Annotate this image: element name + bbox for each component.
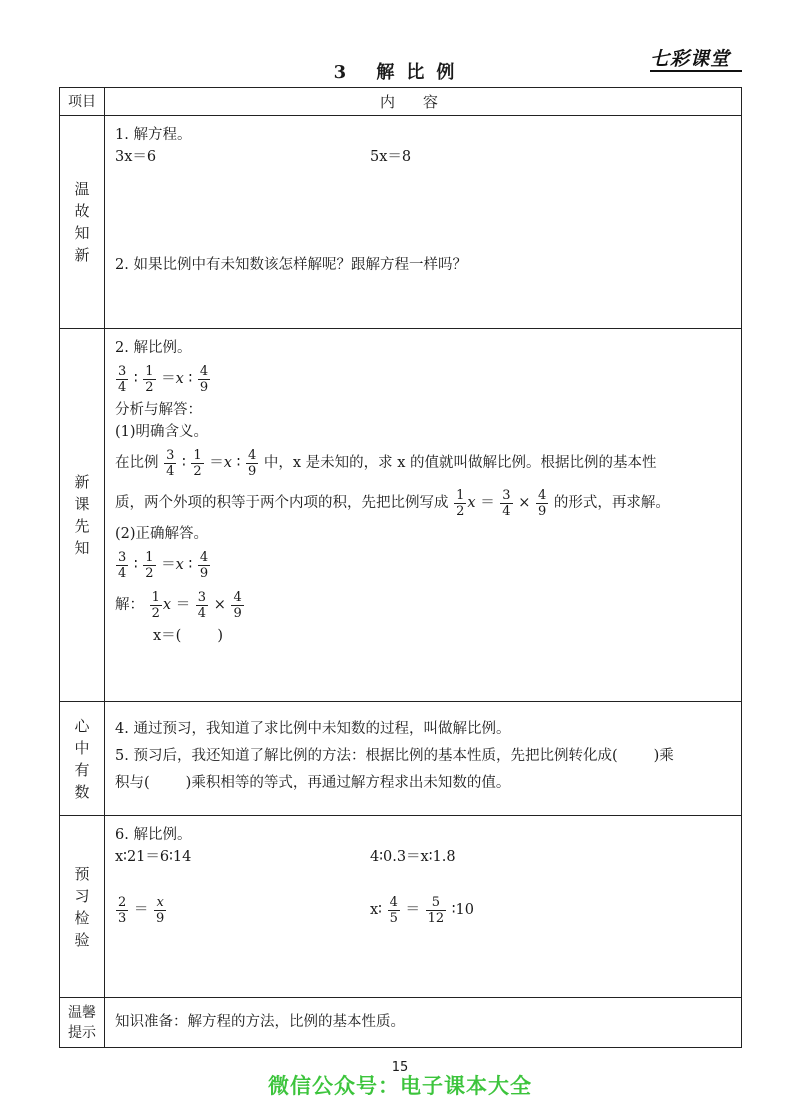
step-1: (1)明确含义。: [115, 424, 209, 440]
problem-4: x∶ $\frac{4}{5}$ ＝ $\frac{5}{12}$ ∶10: [370, 894, 474, 926]
question-2: 2. 如果比例中有未知数该怎样解呢？跟解方程一样吗？: [115, 257, 467, 273]
proportion-2: $\frac{3}{4}$ ∶ $\frac{1}{2}$ ＝x ∶ $\frac{4}{9}$: [118, 549, 209, 581]
question-1: 1. 解方程。: [115, 127, 192, 143]
page-title: 3 解比例: [333, 62, 467, 83]
proportion-1: $\frac{3}{4}$ ∶ $\frac{1}{2}$ ＝x ∶ $\frac{4}{9}$: [118, 363, 209, 395]
header-item: 项目: [60, 88, 105, 116]
brand-logo: 七彩课堂: [650, 44, 742, 72]
section-label-tishi: 温馨提示: [60, 998, 105, 1048]
explanation-line-1: 在比例 $\frac{3}{4}$ ∶ $\frac{1}{2}$ ＝x ∶ $\frac{4}{9}$ 中，x 是未知的，求 x 的值就叫做解比例。根据比例的基本性: [115, 447, 657, 479]
problem-1: x∶21＝6∶14: [115, 849, 192, 865]
section-xinke: [105, 329, 742, 702]
analysis-label: 分析与解答：: [115, 402, 202, 418]
watermark-text: 微信公众号：电子课本大全: [268, 1074, 532, 1098]
statement-5: 5. 预习后，我还知道了解比例的方法：根据比例的基本性质，先把比例转化成( )乘: [115, 748, 674, 764]
section-yuxi: [105, 816, 742, 998]
yuxi-question: 6. 解比例。: [115, 827, 192, 843]
section-label-xinzhong: 心中有数: [60, 702, 105, 816]
statement-4: 4. 通过预习，我知道了求比例中未知数的过程，叫做解比例。: [115, 721, 511, 737]
problem-2: 4∶0.3＝x∶1.8: [370, 849, 456, 865]
section-label-wengu: 温故知新: [60, 116, 105, 329]
xinke-question: 2. 解比例。: [115, 340, 192, 356]
solution-line: 解： $\frac{1}{2}$ x ＝ $\frac{3}{4}$ × $\frac{4}{9}$: [115, 589, 242, 621]
header-content: 内容: [105, 88, 742, 116]
section-label-yuxi: 预习检验: [60, 816, 105, 998]
section-wengu: [105, 116, 742, 329]
problem-3: $\frac{2}{3}$ ＝ $\frac{x}{9}$: [118, 894, 165, 926]
section-xinzhong: [105, 702, 742, 816]
page-number: 15: [391, 1060, 409, 1075]
equation-b: 5x＝8: [370, 149, 412, 165]
statement-5-cont: 积与( )乘积相等的等式，再通过解方程求出未知数的值。: [115, 775, 511, 791]
answer-line: x＝( ): [153, 628, 224, 644]
explanation-line-2: 质，两个外项的积等于两个内项的积，先把比例写成 $\frac{1}{2}$ x ＝ $\frac{3}{4}$ × $\frac{4}{9}$ 的形式，再求解。: [115, 487, 670, 519]
section-label-xinke: 新课先知: [60, 329, 105, 702]
worksheet-table: [59, 87, 742, 1048]
section-tishi: [105, 998, 742, 1048]
step-2: (2)正确解答。: [115, 526, 209, 542]
equation-a: 3x＝6: [115, 149, 157, 165]
tip-text: 知识准备：解方程的方法，比例的基本性质。: [115, 1013, 405, 1030]
